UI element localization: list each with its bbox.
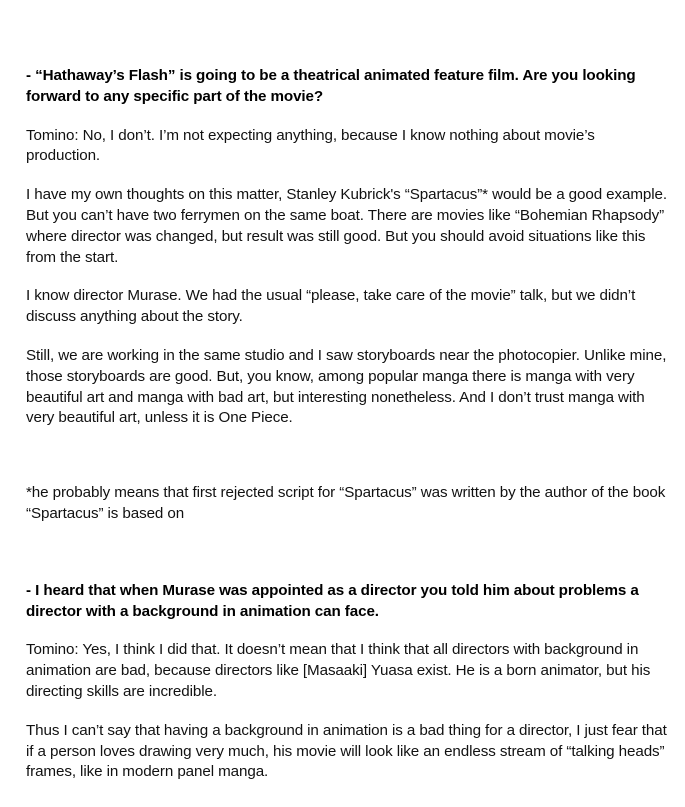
footnote: *he probably means that first rejected script for “Spartacus” was written by the author of the book “Spartacus” is based on: [26, 484, 666, 522]
answer-1-paragraph-4: Still, we are working in the same studio and I saw storyboards near the photocopier. Unlike mine, those storyboards are good. But, you know, among popular manga there is manga with very beautiful art and manga with bad art, but interesting nonetheless. And I don’t trust manga with very beautiful art, unless it is One Piece.: [26, 346, 667, 427]
question-2: - I heard that when Murase was appointed as a director you told him about problems a director with a background in animation can face.: [26, 581, 639, 620]
answer-2-paragraph-1: Tomino: Yes, I think I did that. It doesn’t mean that I think that all directors with background in animation are bad, because directors like [Masaaki] Yuasa exist. He is a born animator, but his directing skills are incredible.: [26, 641, 651, 700]
answer-1-paragraph-3: I know director Murase. We had the usual “please, take care of the movie” talk, but we didn’t discuss anything about the story.: [26, 287, 636, 326]
question-1: - “Hathaway’s Flash” is going to be a theatrical animated feature film. Are you looking forward to any specific part of the movie?: [26, 67, 636, 105]
answer-1-paragraph-1: Tomino: No, I don’t. I’m not expecting anything, because I know nothing about movie’s production.: [26, 126, 595, 165]
answer-2-paragraph-2: Thus I can’t say that having a background in animation is a bad thing for a director, I just fear that if a person loves drawing very much, his movie will look like an endless stream of “talking heads” frames, like in modern panel manga.: [26, 721, 667, 781]
answer-1-paragraph-2: I have my own thoughts on this matter, Stanley Kubrick's “Spartacus”* would be a good example. But you can’t have two ferrymen on the same boat. There are movies like “Bohemian Rhapsody” where director was changed, but result was still good. But you should avoid situations like this from the start.: [26, 186, 668, 266]
